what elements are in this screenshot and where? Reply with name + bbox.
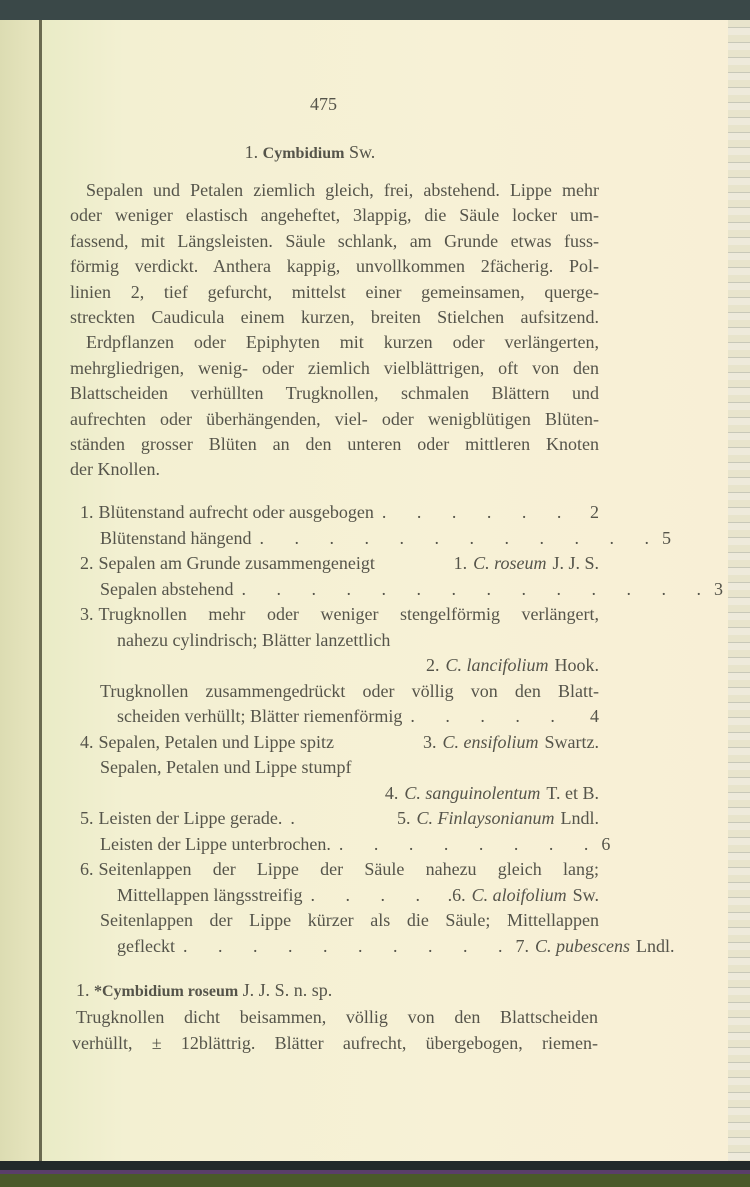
key-text: Seitenlappen der Lippe kürzer als die Säule; Mittellappen bbox=[100, 910, 599, 930]
key-line bbox=[117, 627, 599, 653]
key-text: Blütenstand aufrecht oder ausgebogen bbox=[98, 502, 374, 522]
description-line: oder weniger elastisch angeheftet, 3lappig, die Säule locker um- bbox=[70, 205, 599, 226]
key-text: nahezu cylindrisch; Blätter lanzettlich bbox=[117, 629, 391, 650]
page-number: 475 bbox=[310, 94, 337, 114]
key-text: Sepalen abstehend bbox=[100, 578, 234, 599]
key-reference: 4 bbox=[590, 706, 599, 726]
key-line bbox=[100, 831, 611, 857]
result-author: J. J. S. bbox=[552, 553, 599, 573]
key-line bbox=[80, 805, 599, 831]
dot-leader: . . . . . . . . . . bbox=[182, 935, 516, 956]
genus-author: Sw. bbox=[348, 142, 376, 162]
dot-leader: . . . . . . bbox=[381, 502, 575, 522]
result-number: 3. bbox=[423, 731, 437, 752]
key-text: scheiden verhüllt; Blätter riemenförmig bbox=[117, 706, 403, 726]
key-text: Sepalen, Petalen und Lippe stumpf bbox=[100, 757, 352, 777]
key-text: Mittellappen längsstreifig bbox=[117, 884, 303, 905]
genus-number: 1. bbox=[244, 142, 259, 162]
result-species: C. pubescens bbox=[534, 935, 630, 956]
key-line bbox=[100, 652, 599, 678]
key-reference: 2 bbox=[590, 502, 599, 522]
result-author: Lndl. bbox=[560, 808, 599, 828]
result-species: C. sanguinolentum bbox=[404, 782, 541, 803]
key-reference: 3 bbox=[713, 578, 723, 599]
result-species: C. aloifolium bbox=[471, 884, 567, 905]
species-heading bbox=[76, 977, 332, 1003]
description-line: mehrgliedrigen, wenig- oder ziemlich vielblättrigen, oft von den bbox=[70, 357, 599, 378]
key-text: Trugknollen mehr oder weniger stengelförmig verlängert, bbox=[98, 604, 599, 624]
genus-heading bbox=[0, 142, 620, 163]
result-number: 1. bbox=[453, 553, 468, 573]
key-line bbox=[80, 729, 599, 755]
key-reference: 6 bbox=[601, 833, 611, 854]
dot-leader: . . . . . . . . . . . . bbox=[259, 527, 662, 548]
description-line: Blattscheiden verhüllten Trugknollen, schmalen Blättern und bbox=[70, 383, 599, 404]
description-line: aufrechten oder überhängenden, viel- oder wenigblütigen Blüten- bbox=[70, 408, 599, 429]
result-number: 4. bbox=[384, 782, 399, 803]
key-number: 2. bbox=[80, 553, 94, 573]
key-line bbox=[117, 933, 675, 959]
species-name: *Cymbidium roseum bbox=[94, 983, 239, 1000]
result-author: T. et B. bbox=[546, 782, 599, 803]
species-text-line: Trugknollen dicht beisammen, völlig von den Blattscheiden bbox=[76, 1007, 598, 1027]
result-species: C. lancifolium bbox=[445, 655, 549, 675]
description-line: der Knollen. bbox=[70, 459, 160, 480]
result-species: C. Finlaysonianum bbox=[416, 808, 555, 828]
result-author: Sw. bbox=[572, 884, 599, 905]
result-species: C. roseum bbox=[473, 553, 547, 573]
key-line bbox=[80, 601, 599, 627]
result-number: 5. bbox=[397, 808, 411, 828]
page-stack-edge bbox=[728, 20, 750, 1161]
key-line bbox=[80, 550, 599, 576]
key-line bbox=[100, 525, 671, 551]
key-text: Leisten der Lippe gerade. bbox=[98, 808, 283, 828]
description-line: fassend, mit Längsleisten. Säule schlank, am Grunde etwas fuss- bbox=[70, 230, 599, 251]
facing-page-edge bbox=[0, 20, 40, 1161]
key-line bbox=[117, 882, 599, 908]
key-text: Blütenstand hängend bbox=[100, 527, 252, 548]
description-line: Erdpflanzen oder Epiphyten mit kurzen oder verlängerten, bbox=[86, 332, 599, 353]
key-text: gefleckt bbox=[117, 935, 175, 956]
species-text-line: verhüllt, ± 12blättrig. Blätter aufrecht, übergebogen, riemen- bbox=[72, 1033, 598, 1053]
result-author: Swartz. bbox=[544, 731, 599, 752]
key-number: 4. bbox=[80, 731, 94, 752]
key-line bbox=[100, 780, 599, 806]
key-line bbox=[100, 576, 723, 602]
key-text: Sepalen, Petalen und Lippe spitz bbox=[98, 731, 334, 752]
result-author: Lndl. bbox=[635, 935, 675, 956]
key-line bbox=[117, 703, 599, 729]
key-line bbox=[100, 754, 599, 780]
dot-leader: . . . . . . . . . . . . . . bbox=[241, 578, 714, 599]
result-number: 7. bbox=[515, 935, 529, 956]
key-reference: 5 bbox=[661, 527, 671, 548]
key-line bbox=[100, 678, 599, 704]
key-number: 3. bbox=[80, 604, 94, 624]
result-species: C. ensifolium bbox=[442, 731, 539, 752]
dot-leader: . . . . . bbox=[410, 706, 568, 726]
description-line: linien 2, tief gefurcht, mittelst einer gemeinsamen, querge- bbox=[70, 281, 599, 302]
description-line: Sepalen und Petalen ziemlich gleich, frei, abstehend. Lippe mehr bbox=[86, 180, 599, 200]
species-number: 1. bbox=[76, 980, 90, 1000]
result-number: .6. bbox=[447, 884, 466, 905]
key-line bbox=[80, 499, 599, 525]
key-number: 5. bbox=[80, 808, 94, 828]
key-line bbox=[80, 856, 599, 882]
scanner-bottom-border bbox=[0, 1161, 750, 1187]
key-text: Seitenlappen der Lippe der Säule nahezu gleich lang; bbox=[98, 859, 599, 879]
result-author: Hook. bbox=[554, 655, 599, 675]
description-line: ständen grosser Blüten an den unteren oder mittleren Knoten bbox=[70, 434, 599, 454]
scanner-top-border bbox=[0, 0, 750, 20]
dot-leader: . . . . . . . . bbox=[338, 833, 602, 854]
key-text: Trugknollen zusammengedrückt oder völlig von den Blatt- bbox=[100, 680, 599, 701]
key-text: Leisten der Lippe unterbrochen. bbox=[100, 833, 331, 854]
dot-leader: . . . . bbox=[310, 884, 433, 905]
species-author: J. J. S. n. sp. bbox=[242, 980, 333, 1000]
result-number: 2. bbox=[426, 655, 440, 675]
key-line bbox=[100, 907, 599, 933]
description-line: streckten Caudicula einem kurzen, breiten Stielchen aufsitzend. bbox=[70, 307, 599, 327]
dot-leader: . bbox=[290, 808, 308, 828]
key-number: 1. bbox=[80, 502, 94, 522]
description-line: förmig verdickt. Anthera kappig, unvollkommen 2fächerig. Pol- bbox=[70, 256, 599, 277]
genus-name: Cymbidium bbox=[262, 145, 345, 162]
key-number: 6. bbox=[80, 859, 94, 879]
key-text: Sepalen am Grunde zusammengeneigt bbox=[98, 553, 375, 573]
